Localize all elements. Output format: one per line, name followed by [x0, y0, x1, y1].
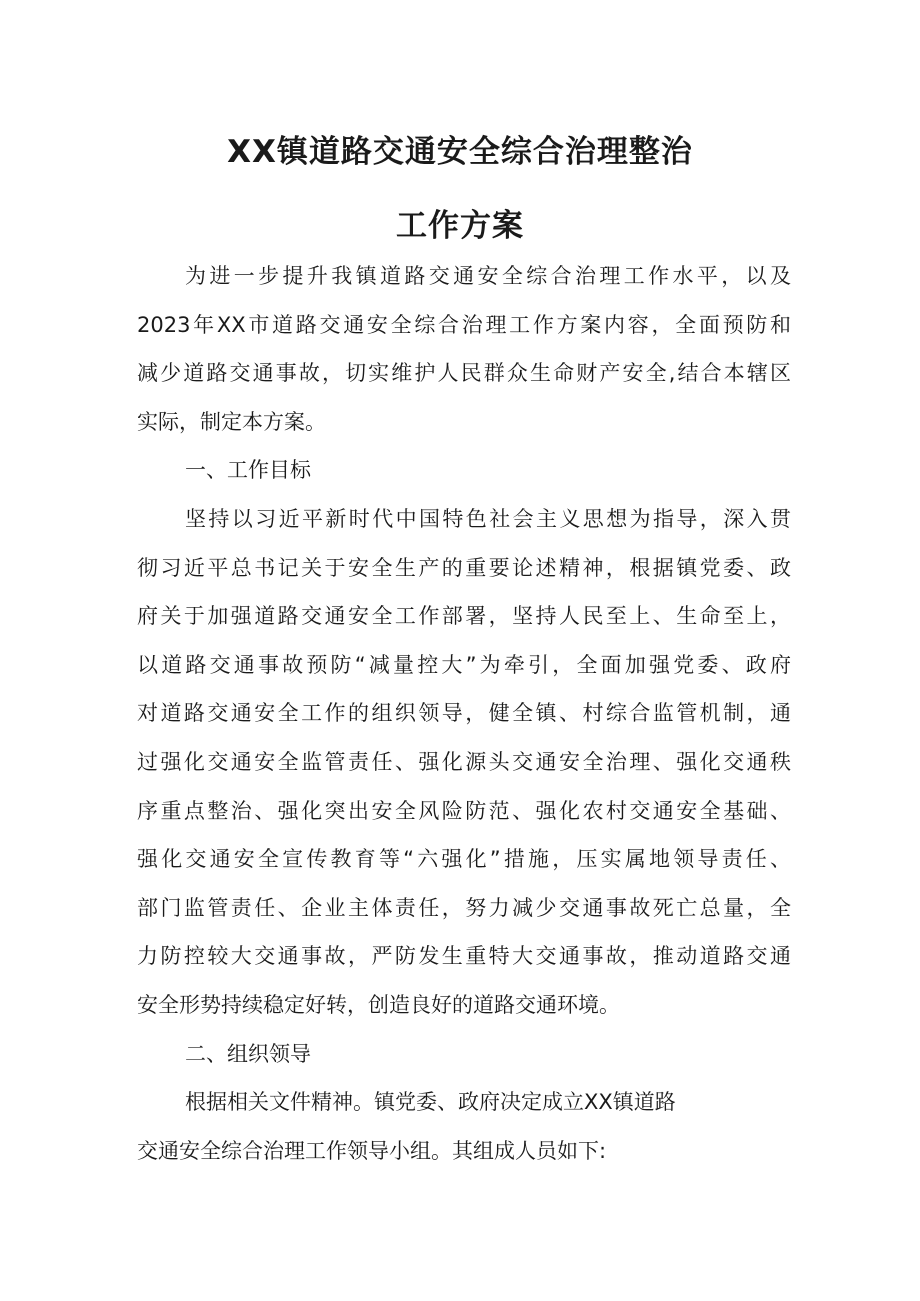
section-1-line: 力防控较大交通事故，严防发生重特大交通事故，推动道路交通: [137, 944, 791, 969]
section-1-line: 以道路交通事故预防“减量控大”为牵引，全面加强党委、政府: [137, 652, 791, 677]
section-1-line: 安全形势持续稳定好转，创造良好的道路交通环境。: [137, 992, 620, 1017]
intro-line: 为进一步提升我镇道路交通安全综合治理工作水平，以及: [185, 264, 791, 288]
section-2-line: 根据相关文件精神。镇党委、政府决定成立XX镇道路: [185, 1090, 676, 1115]
section-1-heading: 一、工作目标: [185, 458, 311, 483]
document-body: [137, 252, 791, 1175]
section-1-line: 府关于加强道路交通安全工作部署，坚持人民至上、生命至上，: [137, 604, 791, 629]
intro-line: 减少道路交通事故，切实维护人民群众生命财产安全,结合本辖区: [137, 361, 791, 386]
section-1-line: 过强化交通安全监管责任、强化源头交通安全治理、强化交通秩: [137, 749, 791, 774]
document-title-line-2: 工作方案: [396, 208, 524, 244]
document-title-line-1: XX镇道路交通安全综合治理整治: [227, 134, 693, 170]
section-2-heading: 二、组织领导: [185, 1041, 311, 1066]
section-1-line: 序重点整治、强化突出安全风险防范、强化农村交通安全基础、: [137, 798, 791, 823]
section-2-paragraph: [137, 1078, 791, 1175]
section-1-line: 对道路交通安全工作的组织领导，健全镇、村综合监管机制，通: [137, 701, 791, 726]
intro-line: 实际，制定本方案。: [137, 409, 326, 434]
section-2-line: 交通安全综合治理工作领导小组。其组成人员如下:: [137, 1138, 607, 1163]
intro-paragraph: [137, 252, 791, 446]
section-1-line: 部门监管责任、企业主体责任，努力减少交通事故死亡总量，全: [137, 895, 791, 920]
intro-line: 2023年XX市道路交通安全综合治理工作方案内容，全面预防和: [137, 312, 791, 337]
section-1-paragraph: [137, 495, 791, 1030]
section-1-line: 强化交通安全宣传教育等“六强化”措施，压实属地领导责任、: [137, 847, 791, 872]
section-1-line: 彻习近平总书记关于安全生产的重要论述精神，根据镇党委、政: [137, 555, 791, 580]
section-1-line: 坚持以习近平新时代中国特色社会主义思想为指导，深入贯: [185, 506, 791, 531]
